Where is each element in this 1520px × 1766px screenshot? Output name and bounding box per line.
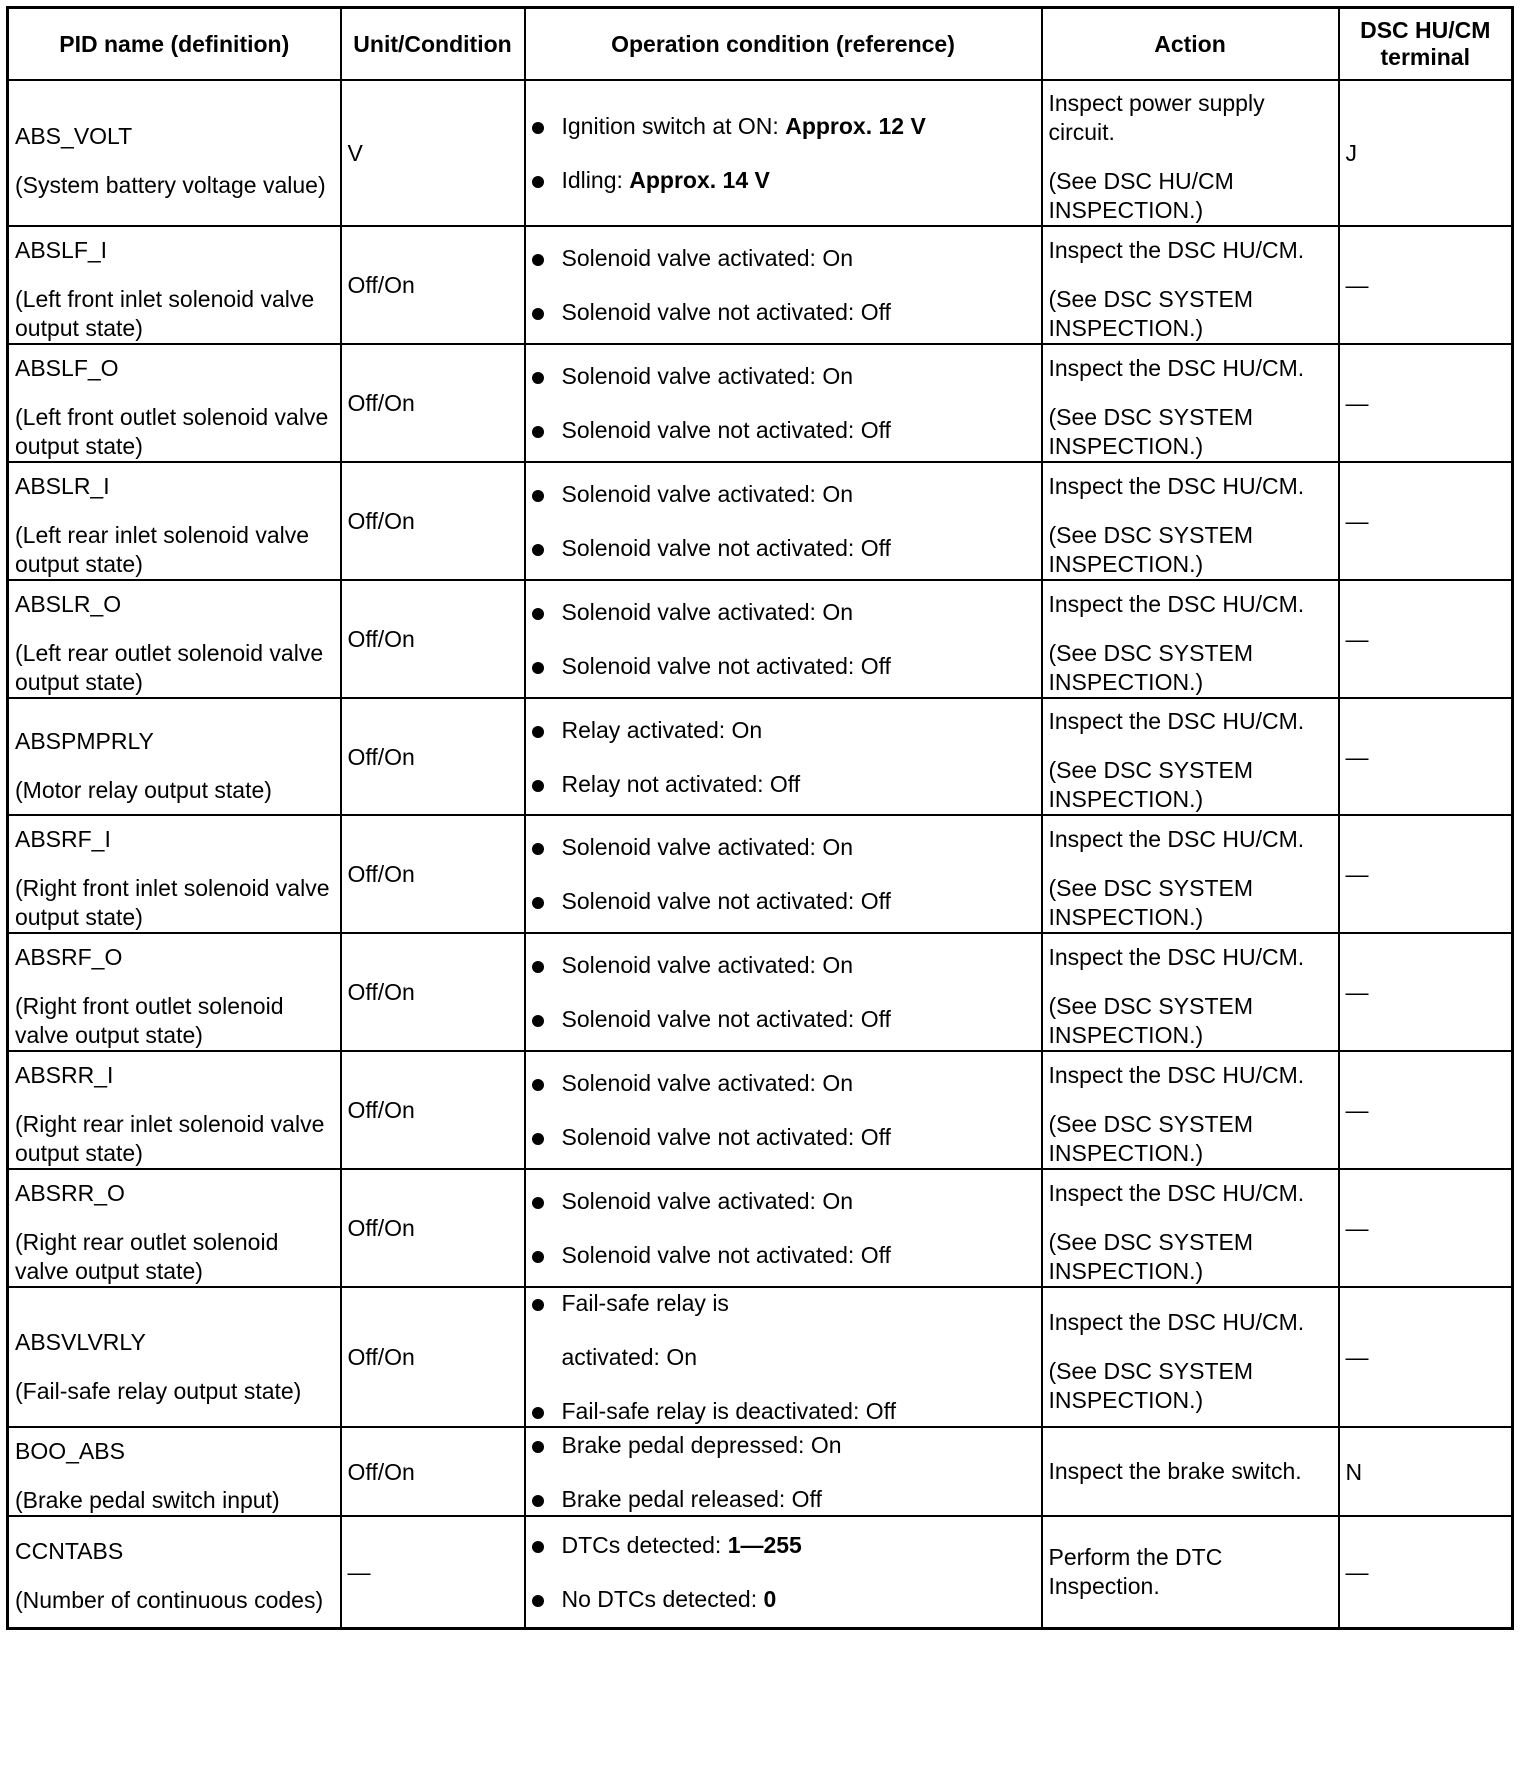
terminal-cell xyxy=(1339,580,1513,698)
unit-condition-cell xyxy=(341,226,525,344)
condition-item xyxy=(532,415,1035,445)
bullet-icon xyxy=(532,1595,544,1607)
unit-condition-cell xyxy=(341,80,525,226)
unit-condition: Off/On xyxy=(347,1344,415,1370)
unit-condition-cell xyxy=(341,933,525,1051)
condition-item xyxy=(532,769,1035,799)
bullet-icon xyxy=(532,372,544,384)
pid-table xyxy=(6,6,1514,1630)
bullet-icon xyxy=(532,897,544,909)
bullet-icon xyxy=(532,1495,544,1507)
condition-text: Fail-safe relay is deactivated: Off xyxy=(561,1398,896,1424)
operation-condition-cell xyxy=(525,1051,1042,1169)
condition-item xyxy=(532,1288,1035,1318)
pid-name-cell xyxy=(8,80,341,226)
pid-definition: (Left rear outlet solenoid valve output state) xyxy=(15,640,324,695)
action-cell xyxy=(1042,580,1339,698)
unit-condition: Off/On xyxy=(347,390,415,416)
operation-condition-cell xyxy=(525,933,1042,1051)
terminal-value: — xyxy=(1345,272,1369,298)
operation-condition-cell xyxy=(525,344,1042,462)
table-row xyxy=(8,226,1513,344)
pid-definition: (Right rear outlet solenoid valve output state) xyxy=(15,1229,279,1284)
condition-text: Solenoid valve activated: On xyxy=(561,1070,854,1096)
pid-definition: (Right front outlet solenoid valve output state) xyxy=(15,993,284,1048)
action-reference: (See DSC SYSTEM INSPECTION.) xyxy=(1048,403,1253,459)
terminal-value: J xyxy=(1345,140,1357,166)
pid-name-cell xyxy=(8,1287,341,1427)
pid-definition: (Right rear inlet solenoid valve output state) xyxy=(15,1111,325,1166)
action-cell xyxy=(1042,80,1339,226)
header-pid: PID name (definition) xyxy=(8,8,341,81)
condition-item xyxy=(532,597,1035,627)
operation-condition-cell xyxy=(525,580,1042,698)
pid-code: ABSLR_O xyxy=(15,591,122,617)
pid-definition: (Brake pedal switch input) xyxy=(15,1487,280,1513)
terminal-value: — xyxy=(1345,1097,1369,1123)
bullet-icon xyxy=(532,1407,544,1419)
pid-definition: (Left front inlet solenoid valve output state) xyxy=(15,286,315,341)
bullet-icon xyxy=(532,308,544,320)
unit-condition: Off/On xyxy=(347,1458,415,1485)
condition-list xyxy=(532,597,1035,681)
terminal-cell xyxy=(1339,1516,1513,1628)
condition-item xyxy=(532,1342,1035,1372)
unit-condition: Off/On xyxy=(347,861,415,887)
action-cell xyxy=(1042,1051,1339,1169)
terminal-cell xyxy=(1339,344,1513,462)
terminal-value: N xyxy=(1345,1458,1363,1485)
condition-list xyxy=(532,479,1035,563)
terminal-value: — xyxy=(1345,1344,1369,1370)
bullet-icon xyxy=(532,662,544,674)
condition-text: Brake pedal released: Off xyxy=(561,1485,822,1512)
condition-item xyxy=(532,297,1035,327)
bullet-icon xyxy=(532,1197,544,1209)
terminal-value: — xyxy=(1345,390,1369,416)
condition-value: 0 xyxy=(763,1585,777,1612)
unit-condition-cell xyxy=(341,1516,525,1628)
condition-list xyxy=(532,361,1035,445)
header-terminal: DSC HU/CM terminal xyxy=(1339,8,1513,81)
pid-name-cell xyxy=(8,1516,341,1628)
condition-item xyxy=(532,1186,1035,1216)
bullet-icon xyxy=(532,1441,544,1453)
condition-item xyxy=(532,243,1035,273)
action-text: Inspect the DSC HU/CM. xyxy=(1048,354,1305,381)
action-cell xyxy=(1042,933,1339,1051)
condition-value: 1—255 xyxy=(727,1531,802,1558)
bullet-icon xyxy=(532,176,544,188)
pid-definition: (Fail-safe relay output state) xyxy=(15,1377,302,1404)
table-row xyxy=(8,933,1513,1051)
condition-text: Solenoid valve activated: On xyxy=(561,834,854,860)
header-unit: Unit/Condition xyxy=(341,8,525,81)
condition-list xyxy=(532,1530,1035,1614)
condition-text: Solenoid valve not activated: Off xyxy=(561,653,891,679)
unit-condition-cell xyxy=(341,1051,525,1169)
operation-condition-cell xyxy=(525,80,1042,226)
condition-text: Solenoid valve not activated: Off xyxy=(561,299,891,325)
action-cell xyxy=(1042,1287,1339,1427)
pid-name-cell xyxy=(8,580,341,698)
action-reference: (See DSC SYSTEM INSPECTION.) xyxy=(1048,1228,1253,1284)
condition-text: Ignition switch at ON: xyxy=(561,113,786,139)
unit-condition: Off/On xyxy=(347,272,415,298)
terminal-value: — xyxy=(1345,508,1369,534)
header-row xyxy=(8,8,1513,81)
condition-list xyxy=(532,1288,1035,1426)
action-reference: (See DSC SYSTEM INSPECTION.) xyxy=(1048,992,1253,1048)
condition-item xyxy=(532,1004,1035,1034)
bullet-icon xyxy=(532,426,544,438)
pid-definition: (Number of continuous codes) xyxy=(15,1587,324,1614)
unit-condition-cell xyxy=(341,698,525,815)
condition-item xyxy=(532,1584,1035,1614)
action-cell xyxy=(1042,462,1339,580)
action-text: Perform the DTC Inspection. xyxy=(1048,1543,1223,1599)
terminal-value: — xyxy=(1345,979,1369,1005)
terminal-cell xyxy=(1339,1427,1513,1516)
condition-text: Relay activated: On xyxy=(561,716,763,743)
bullet-icon xyxy=(532,122,544,134)
condition-list xyxy=(532,1430,1035,1514)
terminal-cell xyxy=(1339,698,1513,815)
pid-name-cell xyxy=(8,226,341,344)
condition-list xyxy=(532,950,1035,1034)
unit-condition: Off/On xyxy=(347,743,415,770)
action-text: Inspect the brake switch. xyxy=(1048,1458,1302,1484)
pid-code: ABS_VOLT xyxy=(15,122,133,149)
action-cell xyxy=(1042,344,1339,462)
table-row xyxy=(8,580,1513,698)
pid-code: CCNTABS xyxy=(15,1538,124,1565)
table-row xyxy=(8,80,1513,226)
action-cell xyxy=(1042,226,1339,344)
bullet-icon xyxy=(532,1541,544,1553)
action-text: Inspect the DSC HU/CM. xyxy=(1048,708,1305,734)
header-operation-condition: Operation condition (reference) xyxy=(525,8,1042,81)
operation-condition-cell xyxy=(525,698,1042,815)
condition-text: Solenoid valve activated: On xyxy=(561,481,854,507)
action-reference: (See DSC SYSTEM INSPECTION.) xyxy=(1048,757,1253,812)
condition-item xyxy=(532,361,1035,391)
action-text: Inspect the DSC HU/CM. xyxy=(1048,590,1305,617)
terminal-value: — xyxy=(1345,1558,1369,1585)
condition-text: Solenoid valve activated: On xyxy=(561,1188,854,1214)
condition-text: Brake pedal depressed: On xyxy=(561,1431,842,1458)
condition-item xyxy=(532,1240,1035,1270)
pid-code: ABSVLVRLY xyxy=(15,1328,146,1355)
operation-condition-cell xyxy=(525,462,1042,580)
bullet-icon xyxy=(532,1133,544,1145)
condition-item xyxy=(532,651,1035,681)
header-action: Action xyxy=(1042,8,1339,81)
terminal-cell xyxy=(1339,80,1513,226)
table-body xyxy=(8,80,1513,1628)
pid-code: ABSLR_I xyxy=(15,473,110,499)
operation-condition-cell xyxy=(525,1427,1042,1516)
pid-code: ABSLF_I xyxy=(15,237,108,263)
condition-item xyxy=(532,111,1035,141)
terminal-cell xyxy=(1339,226,1513,344)
condition-list xyxy=(532,1186,1035,1270)
terminal-value: — xyxy=(1345,626,1369,652)
terminal-value: — xyxy=(1345,743,1369,770)
unit-condition-cell xyxy=(341,462,525,580)
pid-code: ABSPMPRLY xyxy=(15,728,154,754)
pid-definition: (Right front inlet solenoid valve output state) xyxy=(15,875,330,930)
unit-condition: Off/On xyxy=(347,1215,415,1241)
condition-item xyxy=(532,1068,1035,1098)
bullet-icon xyxy=(532,961,544,973)
condition-text: Solenoid valve not activated: Off xyxy=(561,1006,891,1032)
table-row xyxy=(8,1169,1513,1287)
terminal-cell xyxy=(1339,815,1513,933)
bullet-icon xyxy=(532,1079,544,1091)
terminal-cell xyxy=(1339,933,1513,1051)
unit-condition-cell xyxy=(341,1427,525,1516)
unit-condition-cell xyxy=(341,580,525,698)
terminal-cell xyxy=(1339,1051,1513,1169)
action-cell xyxy=(1042,815,1339,933)
pid-name-cell xyxy=(8,344,341,462)
condition-item xyxy=(532,533,1035,563)
operation-condition-cell xyxy=(525,226,1042,344)
action-text: Inspect the DSC HU/CM. xyxy=(1048,825,1305,852)
condition-text: Idling: xyxy=(561,167,630,193)
condition-list xyxy=(532,243,1035,327)
condition-value: Approx. 14 V xyxy=(629,167,770,193)
pid-code: ABSRR_I xyxy=(15,1062,114,1088)
pid-code: BOO_ABS xyxy=(15,1438,125,1464)
action-text: Inspect power supply circuit. xyxy=(1048,90,1265,145)
action-reference: (See DSC SYSTEM INSPECTION.) xyxy=(1048,639,1253,695)
pid-name-cell xyxy=(8,1427,341,1516)
bullet-icon xyxy=(532,608,544,620)
table-row xyxy=(8,1287,1513,1427)
pid-name-cell xyxy=(8,933,341,1051)
bullet-icon xyxy=(532,1299,544,1311)
unit-condition: — xyxy=(347,1558,371,1585)
condition-text: Solenoid valve not activated: Off xyxy=(561,888,891,914)
pid-definition: (Left front outlet solenoid valve output state) xyxy=(15,404,329,459)
unit-condition-cell xyxy=(341,815,525,933)
bullet-icon xyxy=(532,1251,544,1263)
condition-item xyxy=(532,479,1035,509)
condition-list xyxy=(532,111,1035,195)
table-row xyxy=(8,1516,1513,1628)
condition-text: No DTCs detected: xyxy=(561,1585,764,1612)
bullet-icon xyxy=(532,254,544,266)
pid-code: ABSRF_I xyxy=(15,826,111,852)
pid-definition: (System battery voltage value) xyxy=(15,171,326,198)
unit-condition-cell xyxy=(341,1169,525,1287)
pid-name-cell xyxy=(8,698,341,815)
operation-condition-cell xyxy=(525,1169,1042,1287)
pid-code: ABSRF_O xyxy=(15,944,123,970)
action-reference: (See DSC SYSTEM INSPECTION.) xyxy=(1048,521,1253,577)
condition-text: Solenoid valve not activated: Off xyxy=(561,1124,891,1150)
table-row xyxy=(8,815,1513,933)
pid-name-cell xyxy=(8,1051,341,1169)
bullet-icon xyxy=(532,490,544,502)
pid-name-cell xyxy=(8,1169,341,1287)
condition-text: Solenoid valve activated: On xyxy=(561,599,854,625)
action-cell xyxy=(1042,698,1339,815)
condition-text: Relay not activated: Off xyxy=(561,770,801,797)
condition-item xyxy=(532,165,1035,195)
unit-condition: Off/On xyxy=(347,626,415,652)
condition-item xyxy=(532,832,1035,862)
condition-value: Approx. 12 V xyxy=(785,113,926,139)
condition-text: Solenoid valve activated: On xyxy=(561,245,854,271)
bullet-icon xyxy=(532,544,544,556)
action-text: Inspect the DSC HU/CM. xyxy=(1048,1308,1305,1335)
unit-condition: Off/On xyxy=(347,979,415,1005)
unit-condition: V xyxy=(347,140,363,166)
bullet-icon xyxy=(532,726,544,738)
unit-condition: Off/On xyxy=(347,1097,415,1123)
condition-text: Solenoid valve activated: On xyxy=(561,363,854,389)
pid-name-cell xyxy=(8,462,341,580)
condition-item xyxy=(532,1122,1035,1152)
table-row xyxy=(8,1051,1513,1169)
operation-condition-cell xyxy=(525,1287,1042,1427)
table-row xyxy=(8,462,1513,580)
terminal-value: — xyxy=(1345,1215,1369,1241)
terminal-cell xyxy=(1339,1169,1513,1287)
bullet-icon xyxy=(532,1015,544,1027)
bullet-icon xyxy=(532,843,544,855)
condition-item xyxy=(532,715,1035,745)
condition-text: Solenoid valve not activated: Off xyxy=(561,1242,891,1268)
condition-item xyxy=(532,950,1035,980)
action-text: Inspect the DSC HU/CM. xyxy=(1048,1061,1305,1088)
pid-code: ABSLF_O xyxy=(15,355,119,381)
condition-text: Fail-safe relay is xyxy=(561,1290,729,1316)
condition-text: Solenoid valve not activated: Off xyxy=(561,417,891,443)
pid-definition: (Left rear inlet solenoid valve output state) xyxy=(15,522,310,577)
action-cell xyxy=(1042,1516,1339,1628)
condition-list xyxy=(532,1068,1035,1152)
condition-item xyxy=(532,1430,1035,1460)
unit-condition-cell xyxy=(341,1287,525,1427)
table-row xyxy=(8,698,1513,815)
action-reference: (See DSC SYSTEM INSPECTION.) xyxy=(1048,874,1253,930)
action-text: Inspect the DSC HU/CM. xyxy=(1048,1179,1305,1206)
terminal-value: — xyxy=(1345,861,1369,887)
pid-code: ABSRR_O xyxy=(15,1180,125,1206)
pid-definition: (Motor relay output state) xyxy=(15,777,272,803)
bullet-icon xyxy=(532,780,544,792)
condition-item xyxy=(532,1484,1035,1514)
operation-condition-cell xyxy=(525,1516,1042,1628)
condition-list xyxy=(532,832,1035,916)
table-row xyxy=(8,1427,1513,1516)
unit-condition-cell xyxy=(341,344,525,462)
terminal-cell xyxy=(1339,462,1513,580)
pid-name-cell xyxy=(8,815,341,933)
table-row xyxy=(8,344,1513,462)
condition-list xyxy=(532,715,1035,799)
condition-item xyxy=(532,1396,1035,1426)
condition-text: Solenoid valve not activated: Off xyxy=(561,535,891,561)
action-reference: (See DSC SYSTEM INSPECTION.) xyxy=(1048,1357,1253,1413)
action-cell xyxy=(1042,1427,1339,1516)
terminal-cell xyxy=(1339,1287,1513,1427)
condition-text: DTCs detected: xyxy=(561,1531,728,1558)
action-text: Inspect the DSC HU/CM. xyxy=(1048,472,1305,499)
condition-text: activated: On xyxy=(561,1344,698,1370)
unit-condition: Off/On xyxy=(347,508,415,534)
action-reference: (See DSC HU/CM INSPECTION.) xyxy=(1048,168,1234,223)
condition-item xyxy=(532,886,1035,916)
condition-item xyxy=(532,1530,1035,1560)
action-cell xyxy=(1042,1169,1339,1287)
condition-text: Solenoid valve activated: On xyxy=(561,952,854,978)
action-text: Inspect the DSC HU/CM. xyxy=(1048,943,1305,970)
action-text: Inspect the DSC HU/CM. xyxy=(1048,236,1305,263)
action-reference: (See DSC SYSTEM INSPECTION.) xyxy=(1048,285,1253,341)
operation-condition-cell xyxy=(525,815,1042,933)
action-reference: (See DSC SYSTEM INSPECTION.) xyxy=(1048,1110,1253,1166)
